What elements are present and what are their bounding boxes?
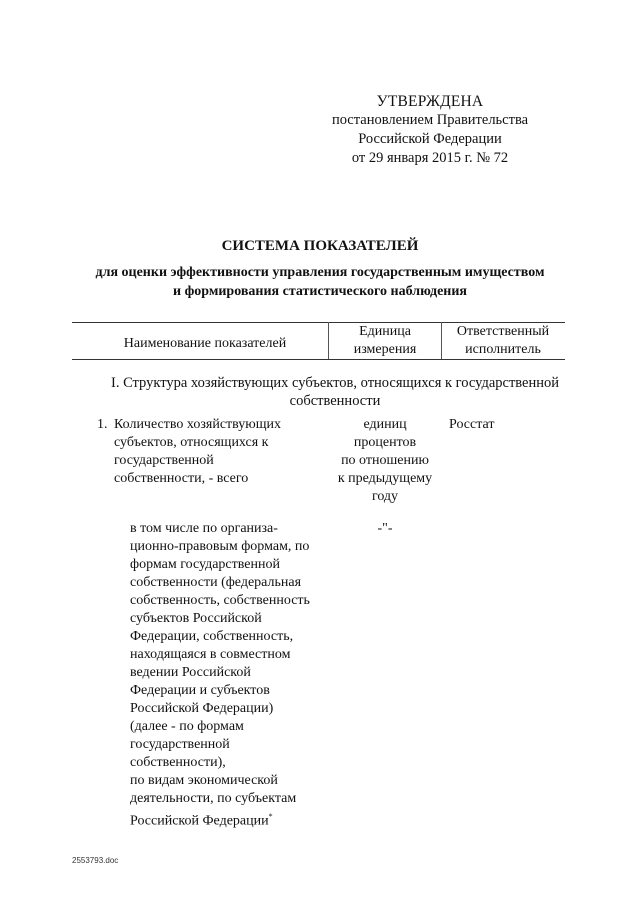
row-1-name xyxy=(114,416,324,488)
header-unit-column xyxy=(330,323,440,359)
subtitle-line-2: и формирования статистического наблюдения xyxy=(173,284,467,299)
row-2-name-line: собственность, собственность xyxy=(130,593,310,608)
row-1-unit-line: к предыдущему xyxy=(337,471,433,486)
row-1-unit-line: по отношению xyxy=(341,453,429,468)
row-2-name-line: субъектов Российской xyxy=(130,611,262,626)
row-1-number: 1. xyxy=(97,417,108,432)
footnote-mark: * xyxy=(268,812,273,821)
header-name-column: Наименование показателей xyxy=(123,336,287,351)
document-id: 2553793.doc xyxy=(72,856,119,865)
row-2-name-line: Российской Федерации) xyxy=(130,701,274,716)
row-2-name-line: в том числе по организа- xyxy=(130,521,278,536)
row-2-name-line: по видам экономической xyxy=(130,773,278,788)
document-subtitle xyxy=(40,263,600,301)
header-unit-line-2: измерения xyxy=(353,342,417,357)
row-2-name-line: государственной xyxy=(130,737,230,752)
row-1-name-line: Количество хозяйствующих xyxy=(114,417,282,432)
row-1-unit xyxy=(330,416,440,506)
header-responsible-column xyxy=(443,323,563,359)
header-divider-2 xyxy=(441,322,442,359)
approval-block xyxy=(330,92,530,168)
document-title: СИСТЕМА ПОКАЗАТЕЛЕЙ xyxy=(221,238,419,254)
row-1-responsible: Росстат xyxy=(449,417,495,432)
row-2-name xyxy=(130,520,330,831)
row-1-name-line: государственной xyxy=(114,453,214,468)
row-2-name-line: собственности (федеральная xyxy=(130,575,302,590)
row-2-name-line: формам государственной xyxy=(130,557,280,572)
section-title-line-2: собственности xyxy=(289,393,381,409)
row-2-name-line: ционно-правовым формам, по xyxy=(130,539,310,554)
row-2-name-line: собственности), xyxy=(130,755,226,770)
row-2-name-line: Федерации и субъектов xyxy=(130,683,270,698)
row-2-unit: -"- xyxy=(377,521,393,536)
approval-line-3: от 29 января 2015 г. № 72 xyxy=(351,150,509,166)
row-2-name-line: Федерации, собственность, xyxy=(130,629,294,644)
row-2-name-line xyxy=(130,808,330,831)
section-title-line-1: I. Структура хозяйствующих субъектов, относящихся к государственной xyxy=(110,375,560,391)
header-divider-1 xyxy=(328,322,329,359)
row-2-name-last: Российской Федерации xyxy=(130,813,269,829)
row-1-unit-line: единиц xyxy=(363,417,407,432)
row-1-unit-line: году xyxy=(371,489,399,504)
subtitle-line-1: для оценки эффективности управления государственным имуществом xyxy=(95,265,545,280)
section-title xyxy=(100,374,570,410)
approval-line-1: постановлением Правительства xyxy=(331,112,529,128)
header-unit-line-1: Единица xyxy=(359,324,411,339)
header-responsible-line-1: Ответственный xyxy=(456,324,550,339)
row-1-name-line: собственности, - всего xyxy=(114,471,249,486)
row-2-name-line: находящаяся в совместном xyxy=(130,647,291,662)
row-1-name-line: субъектов, относящихся к xyxy=(114,435,269,450)
table-header-bottom-border xyxy=(72,359,565,360)
row-2-name-line: (далее - по формам xyxy=(130,719,244,734)
approval-title: УТВЕРЖДЕНА xyxy=(376,93,484,110)
header-responsible-line-2: исполнитель xyxy=(465,342,541,357)
row-1-unit-line: процентов xyxy=(353,435,417,450)
row-2-name-line: деятельности, по субъектам xyxy=(130,791,297,806)
row-2-name-line: ведении Российской xyxy=(130,665,251,680)
approval-line-2: Российской Федерации xyxy=(358,131,502,147)
